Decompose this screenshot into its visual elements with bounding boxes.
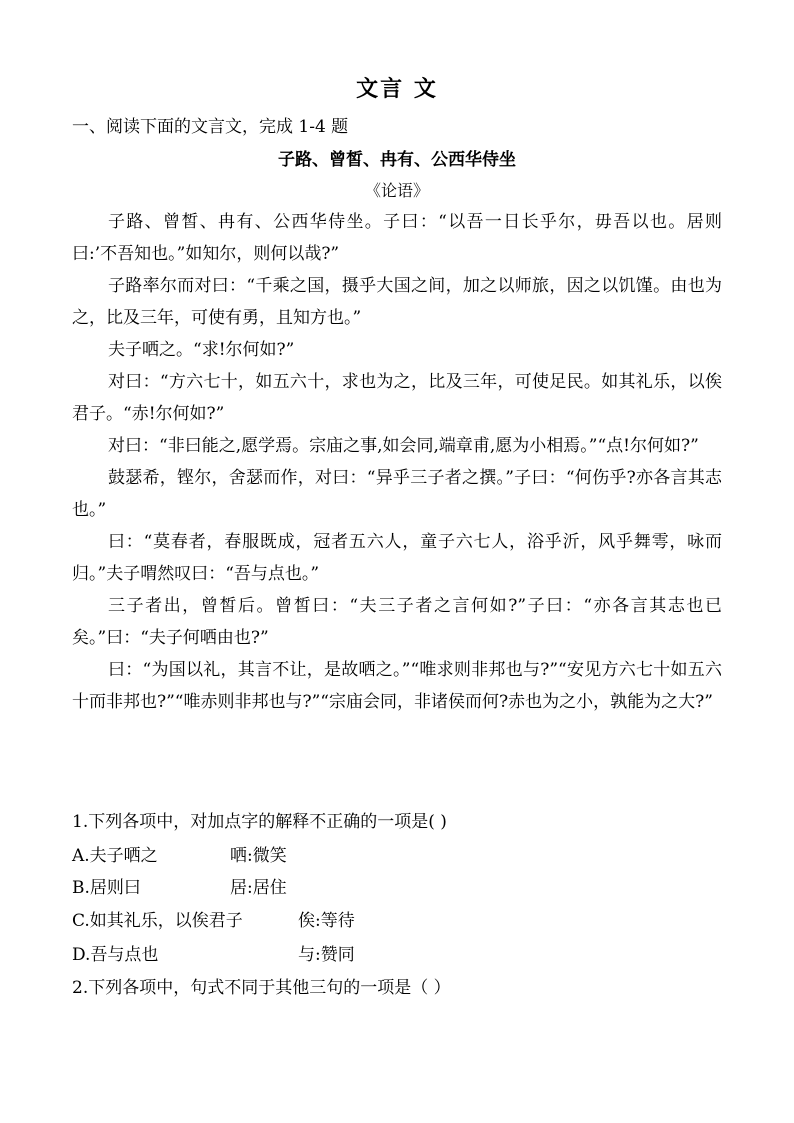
option-c: C.如其礼乐，以俟君子	[72, 911, 243, 931]
option-b: B.居则曰	[72, 878, 141, 898]
option-d-gloss: 与:赞同	[298, 945, 355, 965]
question-2: 2.下列各项中，句式不同于其他三句的一项是（ ）	[72, 978, 451, 998]
passage-source: 《论语》	[364, 181, 429, 200]
document-title: 文言 文	[356, 77, 438, 102]
question-1: 1.下列各项中，对加点字的解释不正确的一项是( )	[72, 812, 447, 832]
passage-title: 子路、曾皙、冉有、公西华侍坐	[278, 150, 516, 170]
passage-paragraph: 三子者出，曾皙后。曾皙曰：“夫三子者之言何如?”子曰：“亦各言其志也已矣。”曰：“夫子何哂由也?”	[72, 596, 722, 648]
passage-paragraph: 曰：“莫春者，春服既成，冠者五六人，童子六七人，浴乎沂，风乎舞雩，咏而归。”夫子喟然叹曰：“吾与点也。”	[72, 532, 722, 584]
option-d: D.吾与点也	[72, 945, 159, 965]
passage-paragraph: 对曰：“非曰能之,愿学焉。宗庙之事,如会同,端章甫,愿为小相焉。”“点!尔何如?”	[108, 436, 699, 456]
passage-body	[72, 206, 722, 718]
option-c-gloss: 俟:等待	[298, 911, 355, 931]
option-a-gloss: 哂:微笑	[230, 846, 287, 866]
passage-paragraph: 鼓瑟希，铿尔，舍瑟而作，对曰：“异乎三子者之撰。”子曰：“何伤乎?亦各言其志也。”	[72, 468, 722, 520]
option-b-gloss: 居:居住	[230, 878, 287, 898]
passage-paragraph: 夫子哂之。“求!尔何如?”	[108, 340, 295, 360]
passage-paragraph: 对曰：“方六七十，如五六十，求也为之，比及三年，可使足民。如其礼乐，以俟君子。“赤!尔何如?”	[72, 372, 722, 424]
section-instruction: 一、阅读下面的文言文，完成 1-4 题	[72, 117, 349, 137]
passage-paragraph: 子路、曾皙、冉有、公西华侍坐。子曰：“以吾一日长乎尔，毋吾以也。居则曰:’不吾知也。”如知尔，则何以哉?”	[72, 212, 722, 264]
option-a: A.夫子哂之	[72, 846, 158, 866]
passage-paragraph: 子路率尔而对曰：“千乘之国，摄乎大国之间，加之以师旅，因之以饥馑。由也为之，比及三年，可使有勇，且知方也。”	[72, 276, 722, 328]
passage-paragraph: 曰：“为国以礼，其言不让，是故哂之。”“唯求则非邦也与?”“安见方六七十如五六十而非邦也?”“唯赤则非邦也与?”“宗庙会同，非诸侯而何?赤也为之小，孰能为之大?”	[72, 660, 722, 712]
